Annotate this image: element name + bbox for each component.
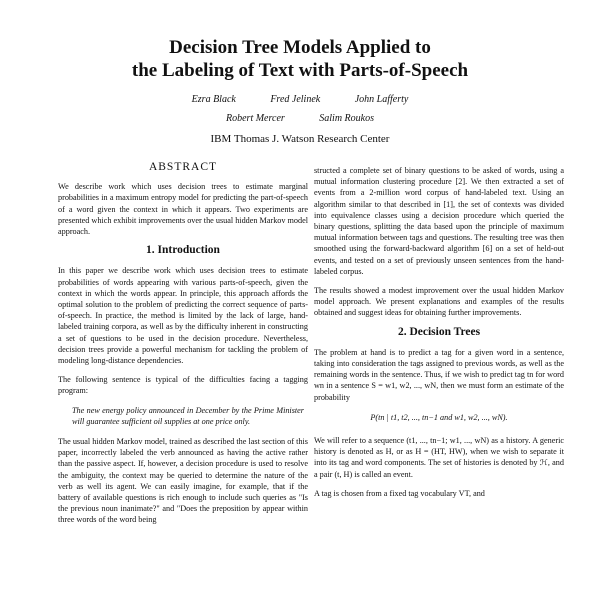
probability-formula: P(tn | t1, t2, ..., tn−1 and w1, w2, ..., wN). <box>370 412 508 422</box>
author-list <box>0 90 600 128</box>
right-paragraph-2: The results showed a modest improvement over the usual hidden Markov model approach. We present explanations and examples of the results obtained and suggest ideas for obtaining further improvements. <box>314 286 564 318</box>
paper-title <box>0 36 600 82</box>
author: Salim Roukos <box>319 113 374 124</box>
abstract-text: We describe work which uses decision trees to estimate marginal probabilities in a maximum entropy model for predicting the part-of-speech of a word given the context in which it appears. Two experiments are presented which exhibit improvements over the usual hidden Markov model approach. <box>58 182 308 237</box>
title-line-2: the Labeling of Text with Parts-of-Speech <box>131 60 469 81</box>
affiliation: IBM Thomas J. Watson Research Center <box>210 133 390 145</box>
abstract-heading: ABSTRACT <box>148 161 218 173</box>
author: Fred Jelinek <box>270 94 321 105</box>
right-paragraph-1: structed a complete set of binary questions to be asked of words, using a mutual information clustering procedure [2]. We then extracted a set of events from a 2-million word corpus of hand-labeled text. Using an algorithm similar to that described in [1], the set of contexts was divided into equivalence classes using a decision procedure which queried the binary questions, splitting the data based upon the principle of maximum mutual information between tags and questions. The resulting tree was then smoothed using the forward-backward algorithm [6] on a set of held-out events, and tested on a set of previously unseen sentences from the hand-labeled corpus. <box>314 166 564 276</box>
left-column <box>58 162 308 534</box>
section-2-paragraph-3: A tag is chosen from a fixed tag vocabulary VT, and <box>314 488 485 498</box>
author: Robert Mercer <box>226 113 285 124</box>
intro-paragraph-1: In this paper we describe work which uses decision trees to estimate probabilities of words appearing with various parts-of-speech, given the context in which the words appear. In principle, this approach affords the optimal solution to the problem of predicting the correct sequence of parts-of-speech. In practice, the method is limited by the lack of large, hand-labeled training corpora, as well as by the difficulty inherent in constructing a set of questions to be used in the decision procedure. Nevertheless, decision trees provide a powerful mechanism for tackling the problem of modeling long-distance dependencies. <box>58 266 308 366</box>
section-2-paragraph-1: The problem at hand is to predict a tag for a given word in a sentence, taking into consideration the tags assigned to previous words, as well as the remaining words in the sentence. Thus, if we wish to predict tag tn for word wn in a sentence S = w1, w2, ..., wN, then we must form an estimate of the probability <box>314 347 564 402</box>
author: John Lafferty <box>354 94 409 105</box>
intro-paragraph-2: The following sentence is typical of the difficulties facing a tagging program: <box>58 375 308 396</box>
author: Ezra Black <box>191 94 236 105</box>
author-row-2 <box>0 109 600 128</box>
section-2-paragraph-2: We will refer to a sequence (t1, ..., tn−1; w1, ..., wN) as a history. A generic history is denoted as H, or as H = (HT, HW), when we wish to separate it into its tag and word components. The set of histories is denoted by ℋ, and a pair (t, H) is called an event. <box>314 436 564 479</box>
intro-paragraph-3: The usual hidden Markov model, trained as described the last section of this paper, incorrectly labeled the verb announced as having the active rather than the passive aspect. If, however, a decision procedure is used to resolve the ambiguity, the context may be queried to determine the nature of the verb as well its agent. We can easily imagine, for example, that if the battery of available questions is rich enough to include such queries as "Is the previous noun inanimate?" and "Does the preposition by appear within three words of the word being <box>58 437 308 525</box>
right-column <box>314 165 564 507</box>
title-line-1: Decision Tree Models Applied to <box>169 37 431 58</box>
section-2-heading: 2. Decision Trees <box>397 325 481 338</box>
example-sentence: The new energy policy announced in December by the Prime Minister will guarantee sufficient oil supplies at one price only. <box>72 405 304 426</box>
intro-heading: 1. Introduction <box>146 244 220 257</box>
author-row-1 <box>0 90 600 109</box>
